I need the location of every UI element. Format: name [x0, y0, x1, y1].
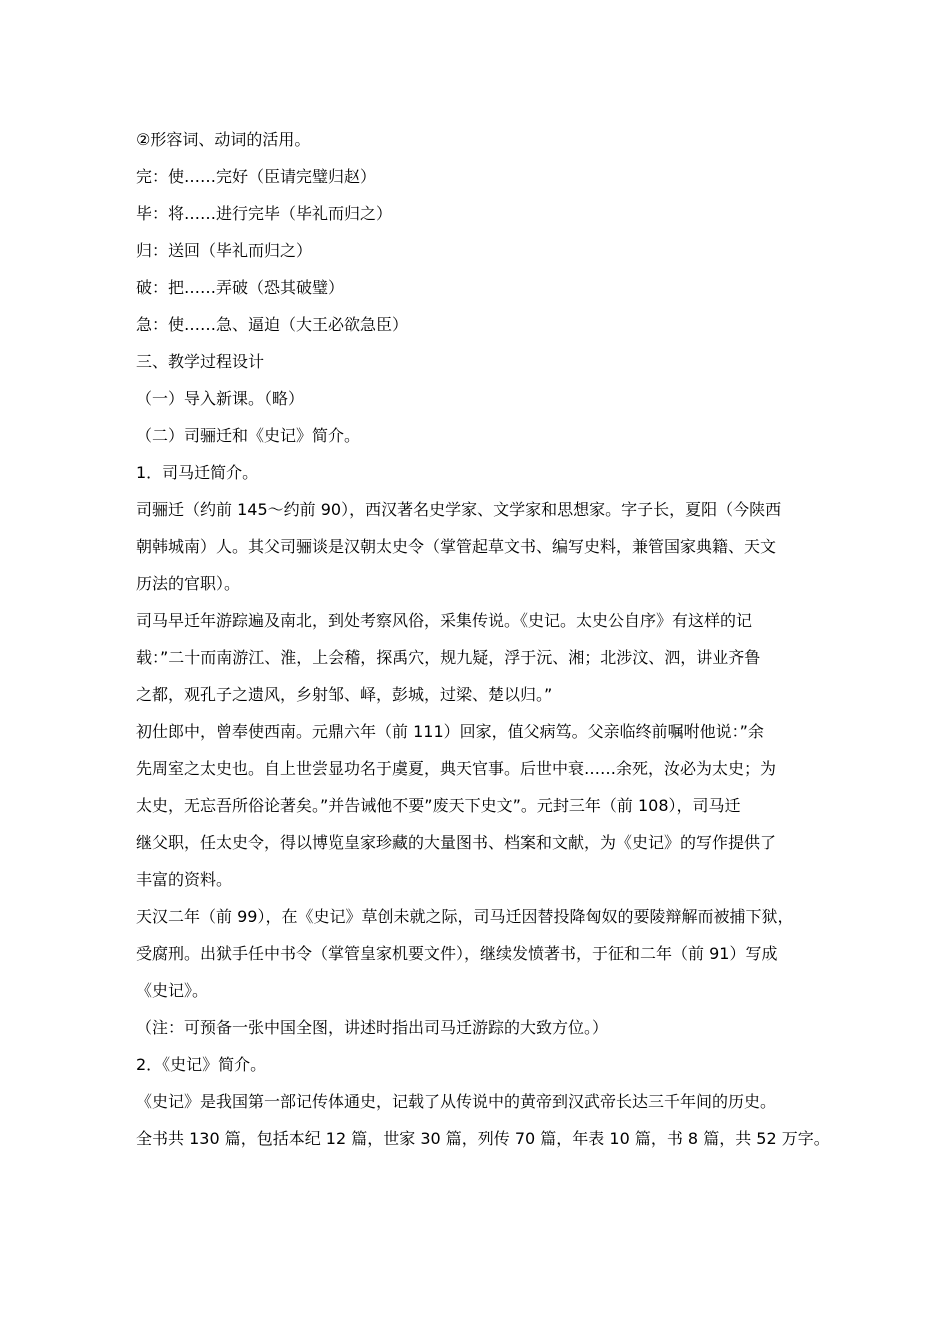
paragraph [136, 269, 816, 306]
text-line: 太史，无忘吾所俗论著矣。”并告诫他不要”废天下史文”。元封三年（前 108），司马迁 [136, 796, 741, 815]
paragraph [136, 454, 816, 491]
text-line: 归：送回（毕礼而归之） [136, 241, 313, 260]
text-line: （二）司骊迁和《史记》简介。 [136, 426, 361, 445]
paragraph [136, 158, 816, 195]
text-line: 受腐刑。出狱手任中书令（掌管皇家机要文件），继续发愤著书，于征和二年（前 91）写成 [136, 944, 778, 963]
paragraph [136, 380, 816, 417]
paragraph [136, 343, 816, 380]
text-line: ②形容词、动词的活用。 [136, 130, 311, 149]
paragraph [136, 417, 816, 454]
text-line: 司骊迁（约前 145～约前 90），西汉著名史学家、文学家和思想家。字子长，夏阳（今陕西 [136, 500, 782, 519]
paragraph [136, 602, 816, 713]
text-line: （一）导入新课。（略） [136, 389, 305, 408]
text-line: 朝韩城南）人。其父司骊谈是汉朝太史令（掌管起草文书、编写史料，兼管国家典籍、天文 [136, 537, 777, 556]
text-line: 全书共 130 篇，包括本纪 12 篇，世家 30 篇，列传 70 篇，年表 10 篇，书 8 篇，共 52 万字。 [136, 1129, 830, 1148]
text-line: 2．《史记》简介。 [136, 1055, 267, 1074]
paragraph [136, 195, 816, 232]
document-body [136, 121, 830, 1157]
text-line: （注：可预备一张中国全图，讲述时指出司马迁游踪的大致方位。） [136, 1018, 609, 1037]
text-line: 之都，观孔子之遗风，乡射邹、峄，彭城，过梁、楚以归。” [136, 685, 553, 704]
paragraph [136, 232, 816, 269]
text-line: 载：”二十而南游江、淮，上会稽，探禹穴，规九疑，浮于沅、湘；北涉汶、泗，讲业齐鲁 [136, 648, 761, 667]
text-line: 继父职，任太史令，得以博览皇家珍藏的大量图书、档案和文献，为《史记》的写作提供了 [136, 833, 777, 852]
text-line: 先周室之太史也。自上世尝显功名于虞夏，典天官事。后世中衰……余死，汝必为太史；为 [136, 759, 777, 778]
paragraph [136, 1083, 816, 1120]
paragraph [136, 121, 816, 158]
text-line: 初仕郎中，曾奉使西南。元鼎六年（前 111）回家，值父病笃。父亲临终前嘱咐他说：”余 [136, 722, 764, 741]
paragraph [136, 491, 816, 602]
text-line: 1．司马迁简介。 [136, 463, 259, 482]
paragraph [136, 1046, 816, 1083]
text-line: 毕：将……进行完毕（毕礼而归之） [136, 204, 393, 223]
paragraph [136, 1120, 830, 1157]
paragraph [136, 1009, 816, 1046]
text-line: 历法的官职）。 [136, 574, 241, 593]
text-line: 破：把……弄破（恐其破璧） [136, 278, 345, 297]
text-line: 丰富的资料。 [136, 870, 233, 889]
paragraph [136, 713, 816, 898]
text-line: 三、教学过程设计 [136, 352, 265, 371]
paragraph [136, 898, 816, 1009]
paragraph [136, 306, 816, 343]
text-line: 急：使……急、逼迫（大王必欲急臣） [136, 315, 409, 334]
text-line: 司马早迁年游踪遍及南北，到处考察风俗，采集传说。《史记。太史公自序》有这样的记 [136, 611, 753, 630]
text-line: 《史记》是我国第一部记传体通史，记载了从传说中的黄帝到汉武帝长达三千年间的历史。 [136, 1092, 777, 1111]
text-line: 《史记》。 [136, 981, 209, 1000]
text-line: 天汉二年（前 99），在《史记》草创未就之际，司马迁因替投降匈奴的要陵辩解而被捕下狱， [136, 907, 794, 926]
text-line: 完：使……完好（臣请完璧归赵） [136, 167, 377, 186]
